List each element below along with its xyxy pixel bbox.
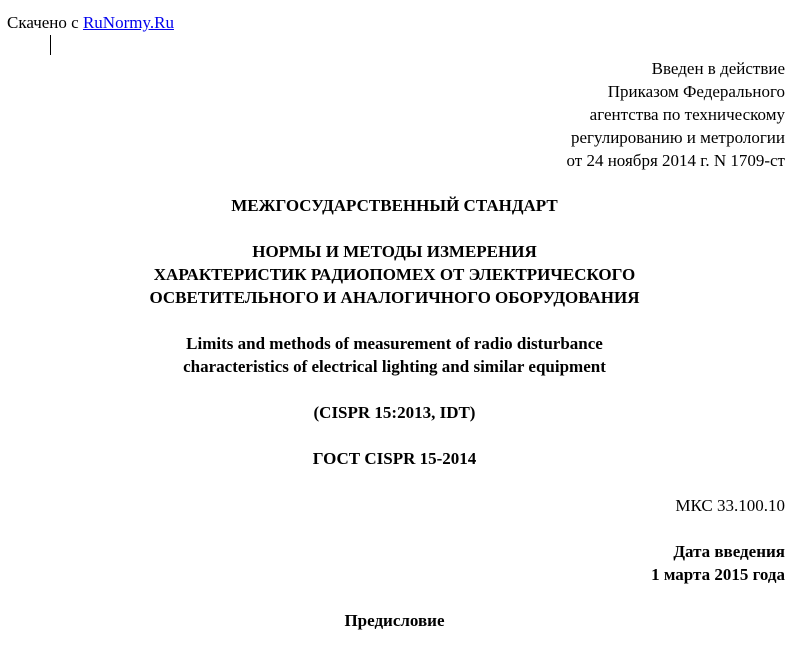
english-title-line: characteristics of electrical lighting and similar equipment bbox=[183, 357, 606, 376]
standard-type-text: МЕЖГОСУДАРСТВЕННЫЙ СТАНДАРТ bbox=[231, 196, 558, 215]
download-prefix-text: Скачено с bbox=[7, 13, 83, 32]
preface-heading-text: Предисловие bbox=[344, 611, 445, 630]
cispr-reference bbox=[0, 401, 794, 424]
english-title-line: Limits and methods of measurement of radio disturbance bbox=[186, 334, 603, 353]
mks-code: МКС 33.100.10 bbox=[675, 496, 785, 515]
text-cursor bbox=[50, 35, 51, 55]
cispr-reference-text: (CISPR 15:2013, IDT) bbox=[313, 403, 476, 422]
enactment-line: агентства по техническому bbox=[589, 105, 785, 124]
standard-type-heading bbox=[0, 194, 794, 217]
enactment-line: Приказом Федерального bbox=[607, 82, 785, 101]
introduction-date bbox=[651, 540, 785, 586]
russian-title bbox=[0, 240, 794, 309]
russian-title-line: ХАРАКТЕРИСТИК РАДИОПОМЕХ ОТ ЭЛЕКТРИЧЕСКОГО bbox=[153, 265, 636, 284]
enactment-block bbox=[567, 57, 786, 172]
enactment-line: от 24 ноября 2014 г. N 1709-ст bbox=[566, 151, 785, 170]
preface-heading bbox=[0, 609, 794, 632]
enactment-line: Введен в действие bbox=[651, 59, 785, 78]
runormy-link[interactable]: RuNormy.Ru bbox=[82, 13, 174, 32]
gost-code bbox=[0, 447, 794, 470]
russian-title-line: ОСВЕТИТЕЛЬНОГО И АНАЛОГИЧНОГО ОБОРУДОВАНИЯ bbox=[149, 288, 640, 307]
introduction-date-value: 1 марта 2015 года bbox=[651, 565, 785, 584]
download-source-line bbox=[7, 11, 174, 34]
enactment-line: регулированию и метрологии bbox=[570, 128, 785, 147]
introduction-date-label: Дата введения bbox=[673, 542, 785, 561]
english-title bbox=[0, 332, 794, 378]
gost-code-text: ГОСТ CISPR 15-2014 bbox=[312, 449, 477, 468]
russian-title-line: НОРМЫ И МЕТОДЫ ИЗМЕРЕНИЯ bbox=[252, 242, 537, 261]
